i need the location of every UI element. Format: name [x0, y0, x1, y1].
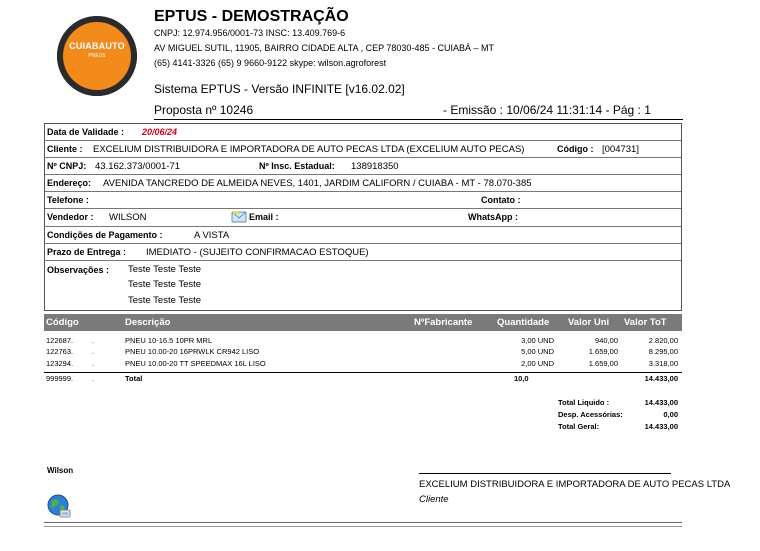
item-unit-value: 1.659,00	[588, 359, 618, 368]
item-unit-value: 1.659,00	[588, 347, 618, 356]
grand-total-label: Total Geral:	[558, 422, 600, 431]
company-address: AV MIGUEL SUTIL, 11905, BAIRRO CIDADE ALTA , CEP 78030-485 - CUIABÁ – MT	[154, 43, 494, 53]
code-value: [004731]	[602, 144, 639, 155]
item-total-value: 8.295,00	[648, 347, 678, 356]
accessory-expenses-value: 0,00	[663, 410, 678, 419]
total-divider	[44, 372, 682, 373]
item-code: 122687.	[46, 336, 74, 345]
payment-label: Condições de Pagamento :	[47, 230, 163, 240]
item-description: PNEU 10.00-20 TT SPEEDMAX 16L LISO	[125, 359, 266, 368]
cnpj-value: 43.162.373/0001-71	[95, 161, 181, 172]
email-label: Email :	[249, 212, 279, 222]
item-quantity: 5,00 UND	[521, 347, 554, 356]
items-table-header	[44, 314, 682, 331]
logo-subtext: PNEUS	[88, 53, 106, 59]
envelope-icon	[231, 210, 247, 228]
whatsapp-label: WhatsApp :	[468, 212, 518, 222]
payment-row	[45, 227, 681, 244]
footer-divider	[44, 526, 682, 527]
logo-text: CUIABAUTO	[69, 41, 125, 51]
item-dot: .	[92, 347, 95, 356]
table-row	[44, 347, 682, 357]
header-divider	[154, 119, 683, 120]
seller-label: Vendedor :	[47, 212, 94, 222]
company-name: EPTUS - DEMOSTRAÇÃO	[154, 8, 349, 25]
total-label: Total	[125, 374, 143, 383]
col-description: Descrição	[125, 317, 171, 328]
item-unit-value: 940,00	[595, 336, 618, 345]
col-code: Código	[46, 317, 79, 328]
phone-row	[45, 192, 681, 209]
notes-label: Observações :	[47, 265, 110, 275]
item-quantity: 3,00 UND	[521, 336, 554, 345]
seller-row	[45, 209, 681, 227]
payment-value: A VISTA	[194, 230, 230, 241]
notes-line: Teste Teste Teste	[128, 279, 202, 290]
state-reg-value: 138918350	[351, 161, 399, 172]
validity-label: Data de Validade :	[47, 127, 125, 137]
validity-row	[45, 124, 681, 141]
col-total-value: Valor ToT	[624, 317, 667, 328]
emission-info: - Emissão : 10/06/24 11:31:14 - Pág : 1	[443, 103, 651, 117]
company-logo	[54, 13, 140, 99]
cnpj-row	[45, 158, 681, 175]
validity-value: 20/06/24	[142, 127, 178, 137]
item-dot: .	[92, 336, 95, 345]
item-description: PNEU 10.00-20 16PRWLK CR942 LISO	[125, 347, 260, 356]
total-quantity: 10,0	[514, 374, 529, 383]
client-signature-line	[419, 473, 671, 474]
col-quantity: Quantidade	[497, 317, 550, 328]
item-code: 122763.	[46, 347, 74, 356]
state-reg-label: Nº Insc. Estadual:	[259, 161, 335, 171]
net-total-value: 14.433,00	[644, 398, 678, 407]
seller-value: WILSON	[109, 212, 147, 223]
grand-total-value: 14.433,00	[644, 422, 678, 431]
notes-line: Teste Teste Teste	[128, 295, 202, 306]
item-dot: .	[92, 359, 95, 368]
seller-signature-name: Wilson	[47, 466, 74, 475]
contact-label: Contato :	[481, 195, 521, 205]
client-signature-caption: Cliente	[419, 494, 449, 505]
notes-line: Teste Teste Teste	[128, 264, 202, 275]
company-contacts: (65) 4141-3326 (65) 9 9660-9122 skype: wilson.agroforest	[154, 58, 387, 68]
company-ids: CNPJ: 12.974.956/0001-73 INSC: 13.409.769-6	[154, 28, 346, 38]
address-row	[45, 175, 681, 192]
globe-icon	[46, 493, 72, 519]
client-signature-name: EXCELIUM DISTRIBUIDORA E IMPORTADORA DE AUTO PECAS LTDA	[419, 479, 731, 490]
item-total-value: 3.318,00	[648, 359, 678, 368]
code-label: Código :	[557, 144, 594, 154]
total-value: 14.433,00	[644, 374, 678, 383]
table-row	[44, 336, 682, 346]
notes-section	[45, 261, 681, 311]
delivery-value: IMEDIATO - (SUJEITO CONFIRMACAO ESTOQUE)	[146, 247, 369, 258]
item-total-value: 2.820,00	[648, 336, 678, 345]
item-description: PNEU 10-16.5 10PR MRL	[125, 336, 213, 345]
item-code: 123294.	[46, 359, 74, 368]
accessory-expenses-label: Desp. Acessórias:	[558, 410, 623, 419]
client-label: Cliente :	[47, 144, 83, 154]
cnpj-label: Nº CNPJ:	[47, 161, 87, 171]
proposal-number: Proposta nº 10246	[154, 103, 254, 117]
total-dot: .	[92, 374, 95, 383]
col-manufacturer: NºFabricante	[414, 317, 473, 328]
client-value: EXCELIUM DISTRIBUIDORA E IMPORTADORA DE AUTO PECAS LTDA (EXCELIUM AUTO PECAS)	[93, 144, 525, 155]
phone-label: Telefone :	[47, 195, 89, 205]
system-version: Sistema EPTUS - Versão INFINITE [v16.02.02]	[154, 82, 405, 96]
delivery-label: Prazo de Entrega :	[47, 247, 127, 257]
footer-divider	[44, 522, 682, 523]
client-info-frame	[44, 123, 682, 311]
item-quantity: 2,00 UND	[521, 359, 554, 368]
net-total-label: Total Liquido :	[558, 398, 610, 407]
total-row	[44, 374, 682, 384]
address-label: Endereço:	[47, 178, 92, 188]
address-value: AVENIDA TANCREDO DE ALMEIDA NEVES, 1401, JARDIM CALIFORN / CUIABA - MT - 78.070-385	[103, 178, 532, 189]
table-row	[44, 359, 682, 369]
delivery-row	[45, 244, 681, 261]
col-unit-value: Valor Uni	[568, 317, 610, 328]
total-code: 999999.	[46, 374, 74, 383]
client-row	[45, 141, 681, 158]
